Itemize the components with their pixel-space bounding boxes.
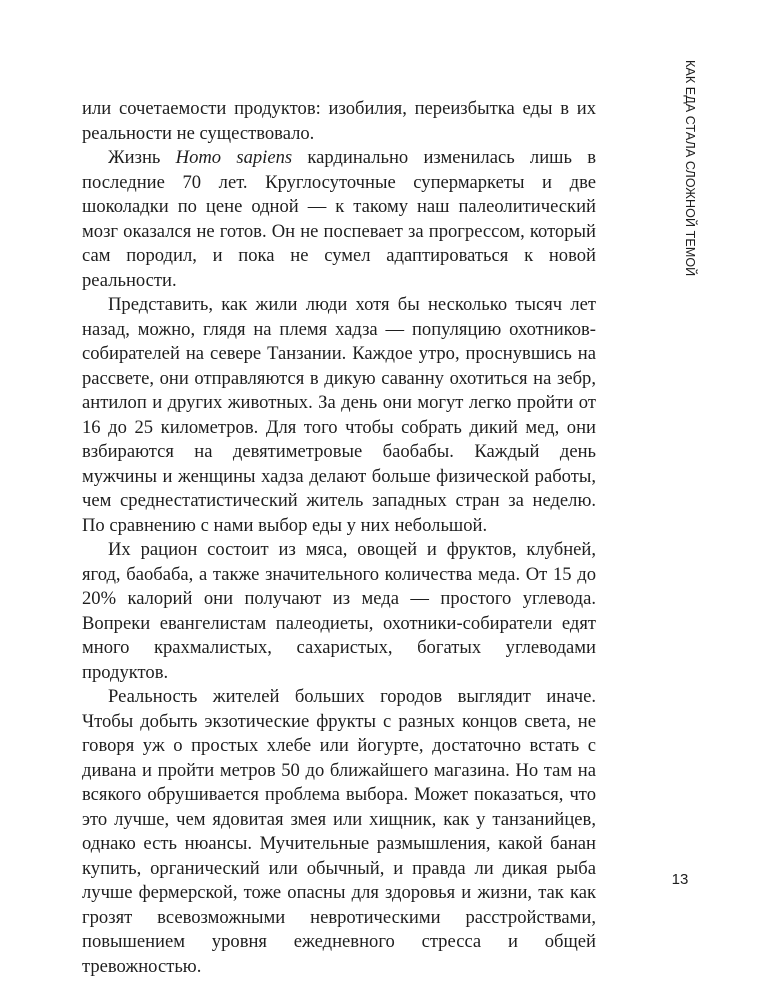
- running-head: КАК ЕДА СТАЛА СЛОЖНОЙ ТЕМОЙ: [683, 60, 697, 277]
- body-text: [82, 97, 596, 979]
- paragraph-2-rest: кардинально изменилась лишь в последние 70 лет. Круглосуточные супермаркеты и две шоколадки по цене одной — к такому наш палеолитический мозг оказался не готов. Он не поспевает за прогрессом, который сам породил, и пока не сумел адаптироваться к новой реальности.: [82, 147, 596, 291]
- species-name-italic: Homo sapiens: [175, 147, 293, 168]
- paragraph-2: [82, 146, 596, 293]
- paragraph-5: Реальность жителей больших городов выглядит иначе. Чтобы добыть экзотические фрукты с разных концов света, не говоря уж о простых хлебе или йогурте, достаточно встать с дивана и пройти метров 50 до ближайшего магазина. Но там на всякого обрушивается проблема выбора. Может показаться, что это лучше, чем ядовитая змея или хищник, как у танзанийцев, однако есть нюансы. Мучительные размышления, какой банан купить, органический или обычный, и правда ли дикая рыба лучше фермерской, тоже опасны для здоровья и жизни, так как грозят всевозможными невротическими расстройствами, повышением уровня ежедневного стресса и общей тревожностью.: [82, 686, 596, 977]
- paragraph-2-start: Жизнь: [108, 147, 176, 168]
- paragraph-1: или сочетаемости продуктов: изобилия, переизбытка еды в их реальности не существовало.: [82, 98, 596, 144]
- paragraph-4: Их рацион состоит из мяса, овощей и фруктов, клубней, ягод, баобаба, а также значительного количества меда. От 15 до 20% калорий они получают из меда — простого углевода. Вопреки евангелистам палеодиеты, охотники-собиратели едят много крахмалистых, сахаристых, богатых углеводами продуктов.: [82, 539, 596, 683]
- page-number: 13: [671, 871, 689, 888]
- paragraph-3: Представить, как жили люди хотя бы несколько тысяч лет назад, можно, глядя на племя хадза — популяцию охотников-собирателей на севере Танзании. Каждое утро, проснувшись на рассвете, они отправляются в дикую саванну охотиться на зебр, антилоп и других животных. За день они могут легко пройти от 16 до 25 километров. Для того чтобы собрать дикий мед, они взбираются на девятиметровые баобабы. Каждый день мужчины и женщины хадза делают больше физической работы, чем среднестатистический житель западных стран за неделю. По сравнению с нами выбор еды у них небольшой.: [82, 294, 596, 536]
